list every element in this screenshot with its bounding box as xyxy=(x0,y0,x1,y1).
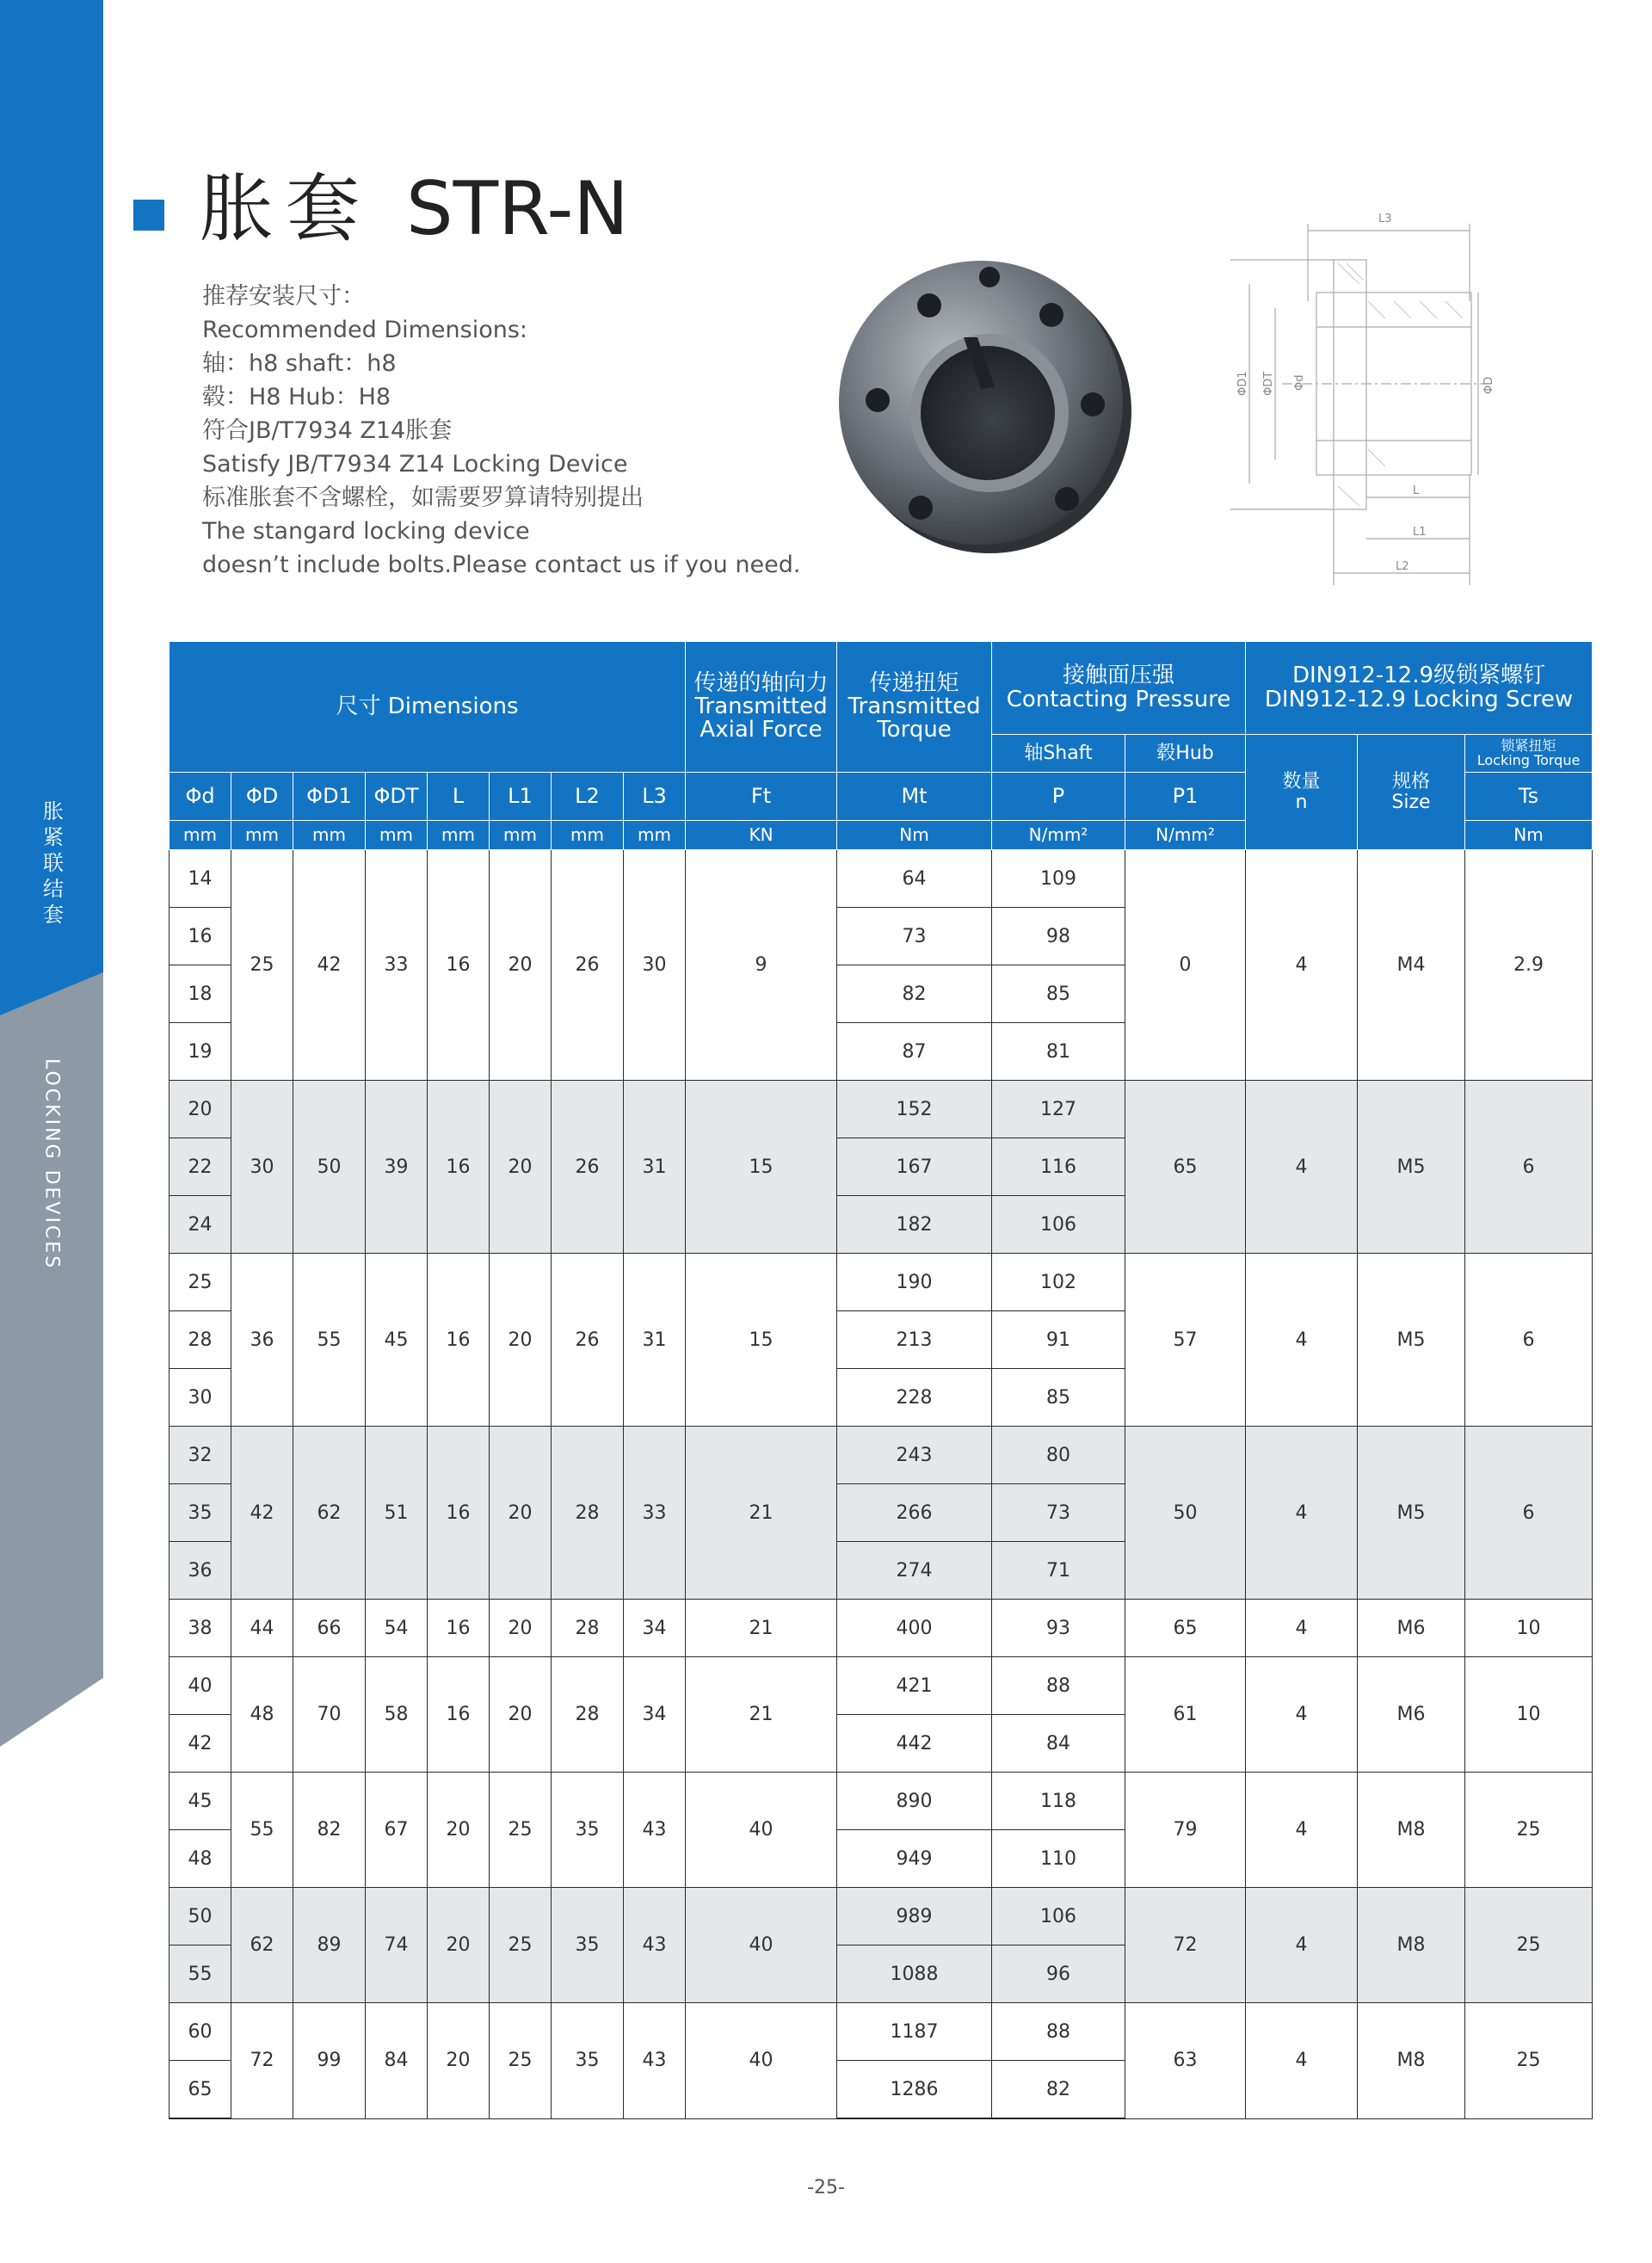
table-row xyxy=(170,2003,1593,2061)
cell-l1: 25 xyxy=(490,2003,552,2119)
cell-p1: 50 xyxy=(1125,1427,1246,1600)
column-symbol: P xyxy=(992,773,1125,821)
cell-d: 18 xyxy=(170,965,231,1023)
column-unit: Nm xyxy=(1465,821,1593,850)
cell-mt: 167 xyxy=(837,1138,992,1196)
drawing-label-L3: L3 xyxy=(1378,213,1392,225)
cell-p: 118 xyxy=(992,1773,1125,1830)
cell-dt: 54 xyxy=(366,1600,428,1657)
cell-d: 44 xyxy=(231,1600,293,1657)
column-unit: mm xyxy=(624,821,686,850)
cell-p: 93 xyxy=(992,1600,1125,1657)
cell-ft: 21 xyxy=(686,1427,837,1600)
cell-d: 48 xyxy=(170,1830,231,1888)
cell-p1: 61 xyxy=(1125,1657,1246,1773)
intro-text xyxy=(202,280,800,582)
cell-d: 45 xyxy=(170,1773,231,1830)
cell-d: 36 xyxy=(170,1542,231,1600)
cell-d: 14 xyxy=(170,850,231,908)
cell-d1: 89 xyxy=(293,1888,366,2003)
cell-d: 19 xyxy=(170,1023,231,1081)
cell-dt: 33 xyxy=(366,850,428,1081)
title-chinese: 胀套 xyxy=(200,166,372,252)
cell-d: 72 xyxy=(231,2003,293,2119)
cell-l: 16 xyxy=(428,1427,490,1600)
table-row xyxy=(170,850,1593,908)
cell-d: 24 xyxy=(170,1196,231,1254)
sidebar-chinese-label: 胀紧联结套 xyxy=(39,800,64,929)
header-size: 规格 Size xyxy=(1358,735,1465,850)
cell-size: M4 xyxy=(1358,850,1465,1081)
header-dimensions: 尺寸 Dimensions xyxy=(170,642,686,773)
cell-l2: 28 xyxy=(552,1657,624,1773)
cell-d1: 82 xyxy=(293,1773,366,1888)
cell-p: 71 xyxy=(992,1542,1125,1600)
cell-mt: 989 xyxy=(837,1888,992,1945)
cell-p: 96 xyxy=(992,1945,1125,2003)
cell-l1: 25 xyxy=(490,1888,552,2003)
table-row xyxy=(170,1888,1593,1945)
cell-ts: 25 xyxy=(1465,1888,1593,2003)
column-unit: N/mm² xyxy=(1125,821,1246,850)
cell-l: 16 xyxy=(428,850,490,1081)
cell-l: 16 xyxy=(428,1600,490,1657)
cell-p: 80 xyxy=(992,1427,1125,1484)
table-row xyxy=(170,1657,1593,1715)
cell-d1: 66 xyxy=(293,1600,366,1657)
cell-d: 16 xyxy=(170,908,231,965)
header-locking-torque: 锁紧扭矩 Locking Torque xyxy=(1465,735,1593,773)
cell-mt: 1187 xyxy=(837,2003,992,2061)
column-symbol: P1 xyxy=(1125,773,1246,821)
cell-l: 20 xyxy=(428,1773,490,1888)
cell-l3: 34 xyxy=(624,1600,686,1657)
cell-p: 85 xyxy=(992,1369,1125,1427)
column-symbol: L1 xyxy=(490,773,552,821)
cell-p: 106 xyxy=(992,1196,1125,1254)
cell-d: 40 xyxy=(170,1657,231,1715)
table-row xyxy=(170,1427,1593,1484)
cell-ts: 6 xyxy=(1465,1081,1593,1254)
cell-dt: 51 xyxy=(366,1427,428,1600)
cell-size: M8 xyxy=(1358,1888,1465,2003)
cell-d1: 50 xyxy=(293,1081,366,1254)
cell-dt: 45 xyxy=(366,1254,428,1427)
cell-l1: 20 xyxy=(490,1254,552,1427)
intro-line: doesn’t include bolts.Please contact us if you need. xyxy=(202,552,801,578)
header-torque: 传递扭矩 Transmitted Torque xyxy=(837,642,992,773)
cell-p: 73 xyxy=(992,1484,1125,1542)
cell-p: 102 xyxy=(992,1254,1125,1311)
cell-l2: 28 xyxy=(552,1600,624,1657)
column-symbol: ΦDT xyxy=(366,773,428,821)
sidebar-english-label: LOCKING DEVICES xyxy=(40,1058,63,1271)
cell-l2: 26 xyxy=(552,1254,624,1427)
column-unit: N/mm² xyxy=(992,821,1125,850)
cell-size: M5 xyxy=(1358,1427,1465,1600)
cell-d: 60 xyxy=(170,2003,231,2061)
cell-n: 4 xyxy=(1246,1773,1358,1888)
cell-ft: 9 xyxy=(686,850,837,1081)
cell-p: 85 xyxy=(992,965,1125,1023)
cell-d: 42 xyxy=(170,1715,231,1773)
cell-p: 88 xyxy=(992,1657,1125,1715)
cell-dt: 74 xyxy=(366,1888,428,2003)
cell-p: 109 xyxy=(992,850,1125,908)
drawing-label-d: Φd xyxy=(1293,374,1306,391)
cell-l: 16 xyxy=(428,1254,490,1427)
cell-n: 4 xyxy=(1246,1254,1358,1427)
cell-l1: 20 xyxy=(490,1427,552,1600)
cell-mt: 243 xyxy=(837,1427,992,1484)
cell-p1: 0 xyxy=(1125,850,1246,1081)
cell-p: 81 xyxy=(992,1023,1125,1081)
cell-d: 62 xyxy=(231,1888,293,2003)
cell-dt: 39 xyxy=(366,1081,428,1254)
page-title xyxy=(200,166,629,252)
column-unit: mm xyxy=(231,821,293,850)
cell-mt: 1088 xyxy=(837,1945,992,2003)
cell-d1: 70 xyxy=(293,1657,366,1773)
column-symbol: ΦD xyxy=(231,773,293,821)
table-row xyxy=(170,1254,1593,1311)
cell-d: 55 xyxy=(231,1773,293,1888)
cell-ft: 15 xyxy=(686,1254,837,1427)
cell-l3: 43 xyxy=(624,1773,686,1888)
cell-size: M5 xyxy=(1358,1081,1465,1254)
intro-line: The stangard locking device xyxy=(202,518,530,545)
cell-l: 16 xyxy=(428,1081,490,1254)
cell-mt: 442 xyxy=(837,1715,992,1773)
cell-l1: 25 xyxy=(490,1773,552,1888)
drawing-label-L: L xyxy=(1413,484,1420,497)
intro-line: 推荐安装尺寸： xyxy=(202,283,365,310)
cell-l3: 33 xyxy=(624,1427,686,1600)
cell-d: 35 xyxy=(170,1484,231,1542)
cell-mt: 190 xyxy=(837,1254,992,1311)
cell-p: 84 xyxy=(992,1715,1125,1773)
cell-n: 4 xyxy=(1246,1600,1358,1657)
cell-d: 48 xyxy=(231,1657,293,1773)
cell-l2: 26 xyxy=(552,1081,624,1254)
cell-p: 88 xyxy=(992,2003,1125,2061)
cell-d: 36 xyxy=(231,1254,293,1427)
cell-l: 20 xyxy=(428,1888,490,2003)
intro-line: 轴：h8 shaft：h8 xyxy=(202,350,397,377)
cell-d: 30 xyxy=(170,1369,231,1427)
column-symbol: Φd xyxy=(170,773,231,821)
cell-d: 32 xyxy=(170,1427,231,1484)
cell-p: 110 xyxy=(992,1830,1125,1888)
cell-mt: 274 xyxy=(837,1542,992,1600)
column-unit: mm xyxy=(428,821,490,850)
column-symbol: ΦD1 xyxy=(293,773,366,821)
cell-l3: 31 xyxy=(624,1254,686,1427)
cell-ft: 40 xyxy=(686,2003,837,2119)
cell-l3: 43 xyxy=(624,2003,686,2119)
cell-mt: 87 xyxy=(837,1023,992,1081)
cell-d: 22 xyxy=(170,1138,231,1196)
cell-p1: 72 xyxy=(1125,1888,1246,2003)
cell-mt: 400 xyxy=(837,1600,992,1657)
cell-d: 38 xyxy=(170,1600,231,1657)
table-row xyxy=(170,1081,1593,1138)
cell-l3: 43 xyxy=(624,1888,686,2003)
column-unit: Nm xyxy=(837,821,992,850)
header-quantity: 数量 n xyxy=(1246,735,1358,850)
cell-size: M8 xyxy=(1358,2003,1465,2119)
column-symbol: L xyxy=(428,773,490,821)
cell-n: 4 xyxy=(1246,2003,1358,2119)
intro-line: 符合JB/T7934 Z14胀套 xyxy=(202,417,453,444)
header-shaft: 轴Shaft xyxy=(992,735,1125,773)
cell-l2: 35 xyxy=(552,1773,624,1888)
intro-line: Recommended Dimensions: xyxy=(202,317,527,343)
intro-line: 毂：H8 Hub：H8 xyxy=(202,384,391,410)
cell-p: 98 xyxy=(992,908,1125,965)
column-symbol: Ts xyxy=(1465,773,1593,821)
drawing-label-L2: L2 xyxy=(1396,560,1409,573)
drawing-label-DT: ΦDT xyxy=(1262,371,1275,396)
cell-n: 4 xyxy=(1246,1888,1358,2003)
cell-p1: 79 xyxy=(1125,1773,1246,1888)
page-number: -25- xyxy=(807,2177,845,2198)
cell-l2: 35 xyxy=(552,1888,624,2003)
title-square-icon xyxy=(133,200,164,231)
cell-l2: 28 xyxy=(552,1427,624,1600)
cell-p: 127 xyxy=(992,1081,1125,1138)
cell-d1: 42 xyxy=(293,850,366,1081)
cell-size: M6 xyxy=(1358,1657,1465,1773)
cell-l: 16 xyxy=(428,1657,490,1773)
cell-n: 4 xyxy=(1246,1427,1358,1600)
cell-d: 42 xyxy=(231,1427,293,1600)
cell-ft: 15 xyxy=(686,1081,837,1254)
header-hub: 毂Hub xyxy=(1125,735,1246,773)
cell-mt: 266 xyxy=(837,1484,992,1542)
cell-mt: 1286 xyxy=(837,2061,992,2119)
column-unit: KN xyxy=(686,821,837,850)
cell-l3: 31 xyxy=(624,1081,686,1254)
column-unit: mm xyxy=(170,821,231,850)
cell-ts: 10 xyxy=(1465,1600,1593,1657)
cell-d1: 62 xyxy=(293,1427,366,1600)
cell-n: 4 xyxy=(1246,850,1358,1081)
cell-l2: 26 xyxy=(552,850,624,1081)
cell-d: 50 xyxy=(170,1888,231,1945)
column-unit: mm xyxy=(552,821,624,850)
cell-l1: 20 xyxy=(490,1081,552,1254)
cell-l1: 20 xyxy=(490,1657,552,1773)
cell-p: 106 xyxy=(992,1888,1125,1945)
drawing-label-D1: ΦD1 xyxy=(1236,371,1249,396)
cell-ts: 25 xyxy=(1465,2003,1593,2119)
cell-l3: 34 xyxy=(624,1657,686,1773)
cell-ts: 6 xyxy=(1465,1254,1593,1427)
cell-l3: 30 xyxy=(624,850,686,1081)
technical-drawing xyxy=(1230,207,1506,585)
column-symbol: Ft xyxy=(686,773,837,821)
cell-n: 4 xyxy=(1246,1081,1358,1254)
cell-p: 91 xyxy=(992,1311,1125,1369)
cell-size: M6 xyxy=(1358,1600,1465,1657)
intro-line: 标准胀套不含螺栓，如需要罗算请特别提出 xyxy=(202,484,644,511)
cell-l1: 20 xyxy=(490,850,552,1081)
header-axial-force: 传递的轴向力 Transmitted Axial Force xyxy=(686,642,837,773)
cell-dt: 67 xyxy=(366,1773,428,1888)
cell-d1: 55 xyxy=(293,1254,366,1427)
cell-p1: 63 xyxy=(1125,2003,1246,2119)
cell-p1: 65 xyxy=(1125,1600,1246,1657)
header-locking-screw: DIN912-12.9级锁紧螺钉 DIN912-12.9 Locking Screw xyxy=(1246,642,1593,735)
table-body xyxy=(170,850,1593,2119)
cell-p1: 65 xyxy=(1125,1081,1246,1254)
cell-mt: 421 xyxy=(837,1657,992,1715)
cell-ts: 2.9 xyxy=(1465,850,1593,1081)
cell-d: 25 xyxy=(170,1254,231,1311)
cell-ft: 40 xyxy=(686,1773,837,1888)
cell-mt: 64 xyxy=(837,850,992,908)
cell-size: M5 xyxy=(1358,1254,1465,1427)
drawing-label-D: ΦD xyxy=(1482,376,1495,394)
column-symbol: L3 xyxy=(624,773,686,821)
cell-ft: 21 xyxy=(686,1657,837,1773)
header-contact-pressure: 接触面压强 Contacting Pressure xyxy=(992,642,1246,735)
cell-mt: 73 xyxy=(837,908,992,965)
column-unit: mm xyxy=(366,821,428,850)
cell-dt: 58 xyxy=(366,1657,428,1773)
cell-mt: 82 xyxy=(837,965,992,1023)
cell-d: 20 xyxy=(170,1081,231,1138)
cell-d1: 99 xyxy=(293,2003,366,2119)
cell-mt: 182 xyxy=(837,1196,992,1254)
cell-d: 65 xyxy=(170,2061,231,2119)
cell-p: 82 xyxy=(992,2061,1125,2119)
cell-mt: 228 xyxy=(837,1369,992,1427)
locking-device-photo xyxy=(826,241,1136,568)
table-row xyxy=(170,1600,1593,1657)
cell-dt: 84 xyxy=(366,2003,428,2119)
specification-table xyxy=(169,641,1593,2119)
cell-mt: 152 xyxy=(837,1081,992,1138)
cell-ts: 25 xyxy=(1465,1773,1593,1888)
drawing-label-L1: L1 xyxy=(1413,526,1427,539)
cell-d: 30 xyxy=(231,1081,293,1254)
table-row xyxy=(170,1773,1593,1830)
cell-mt: 890 xyxy=(837,1773,992,1830)
cell-mt: 213 xyxy=(837,1311,992,1369)
column-unit: mm xyxy=(293,821,366,850)
intro-line: Satisfy JB/T7934 Z14 Locking Device xyxy=(202,451,628,478)
cell-p: 116 xyxy=(992,1138,1125,1196)
cell-l: 20 xyxy=(428,2003,490,2119)
cell-l1: 20 xyxy=(490,1600,552,1657)
cell-d: 28 xyxy=(170,1311,231,1369)
cell-ts: 6 xyxy=(1465,1427,1593,1600)
cell-size: M8 xyxy=(1358,1773,1465,1888)
cell-ft: 21 xyxy=(686,1600,837,1657)
cell-d: 25 xyxy=(231,850,293,1081)
column-symbol: L2 xyxy=(552,773,624,821)
column-unit: mm xyxy=(490,821,552,850)
column-symbol: Mt xyxy=(837,773,992,821)
cell-d: 55 xyxy=(170,1945,231,2003)
cell-ft: 40 xyxy=(686,1888,837,2003)
cell-p1: 57 xyxy=(1125,1254,1246,1427)
cell-l2: 35 xyxy=(552,2003,624,2119)
title-model: STR-N xyxy=(406,166,629,252)
cell-n: 4 xyxy=(1246,1657,1358,1773)
cell-mt: 949 xyxy=(837,1830,992,1888)
cell-ts: 10 xyxy=(1465,1657,1593,1773)
